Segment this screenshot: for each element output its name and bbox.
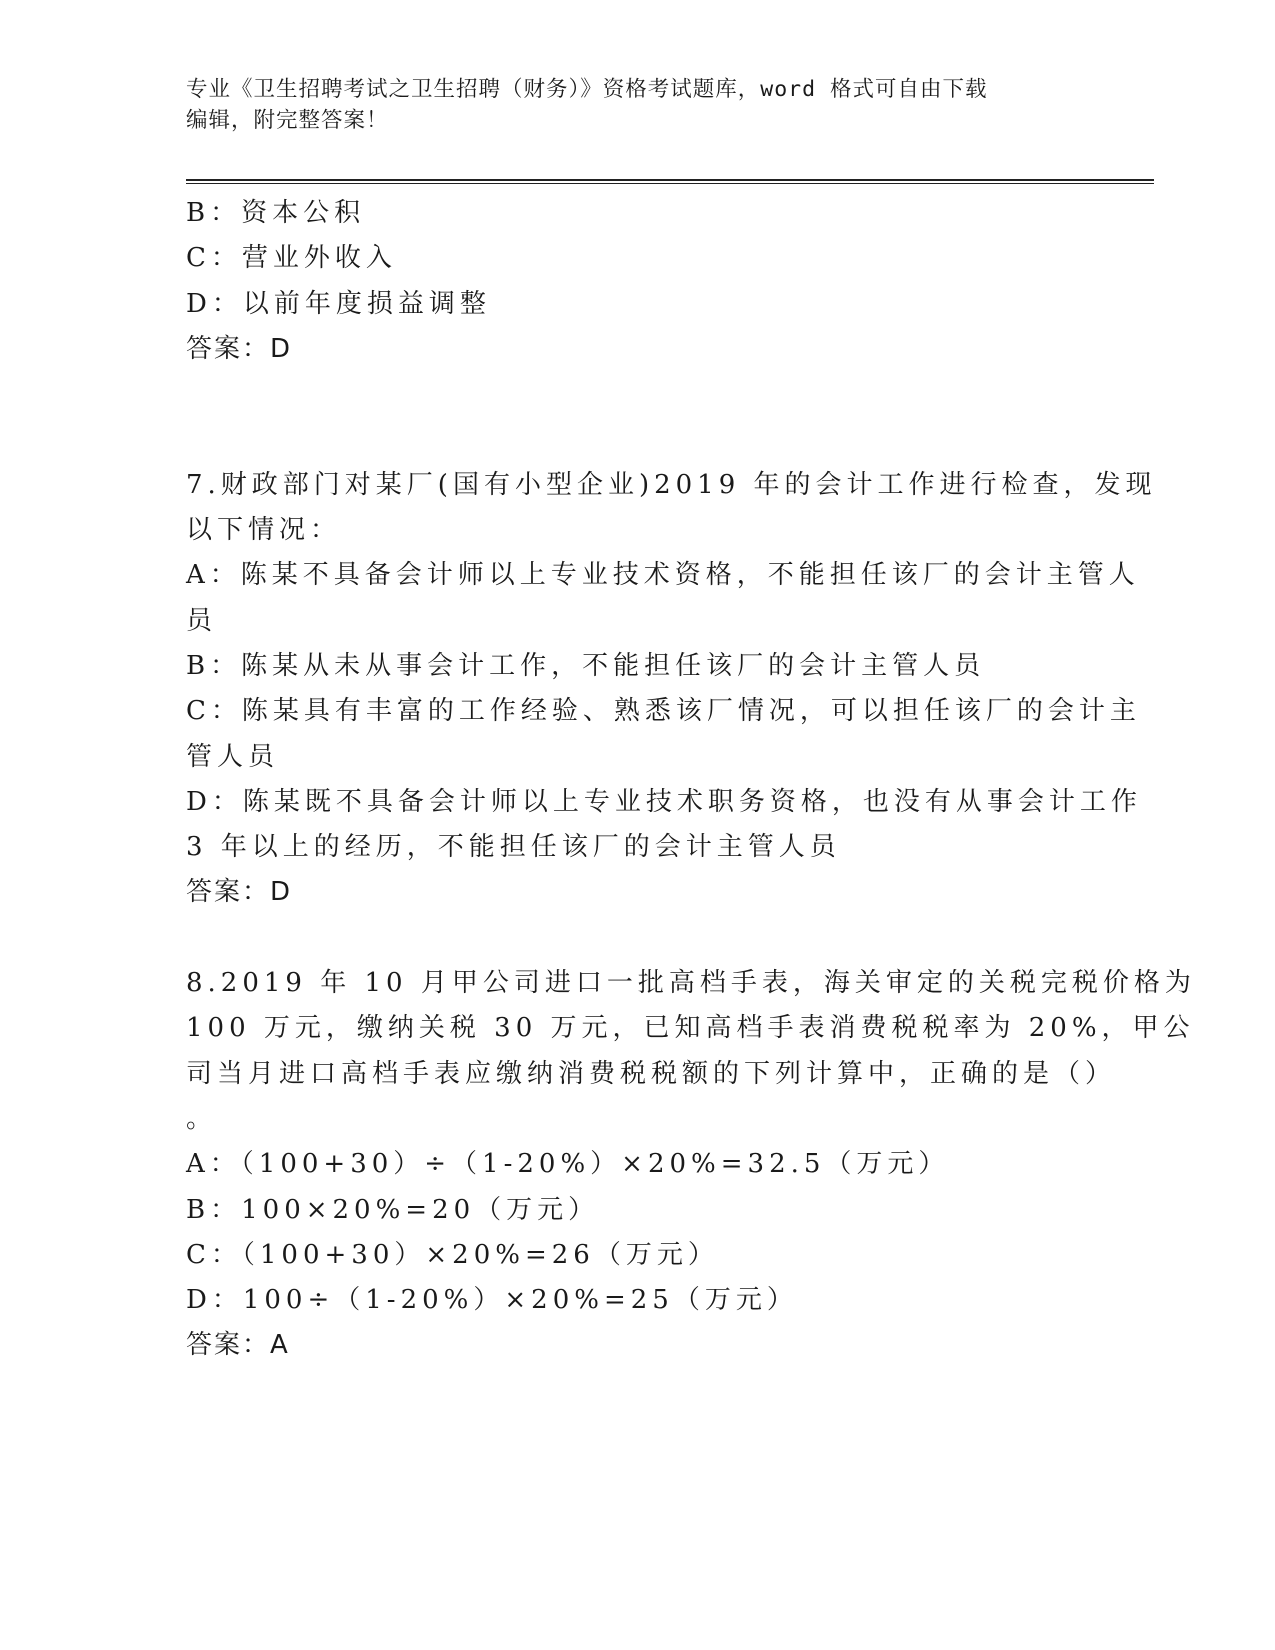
q8-answer: 答案：A (186, 1330, 290, 1361)
q6-option-b: B：资本公积 (186, 198, 366, 228)
document-header (186, 74, 1086, 136)
q7-option-c-line-1: C：陈某具有丰富的工作经验、熟悉该厂情况，可以担任该厂的会计主 (186, 696, 1141, 727)
q8-question-line-2: 100 万元，缴纳关税 30 万元，已知高档手表消费税税率为 20%，甲公 (186, 1013, 1195, 1044)
q7-option-c-line-2: 管人员 (186, 741, 280, 772)
q6-answer: 答案：D (186, 333, 293, 364)
spacer (186, 372, 1086, 417)
question-8 (186, 961, 1196, 1369)
q7-option-b: B：陈某从未从事会计工作，不能担任该厂的会计主管人员 (186, 650, 986, 681)
q7-option-a-line-2: 员 (186, 605, 218, 636)
header-line-1: 专业《卫生招聘考试之卫生招聘（财务）》资格考试题库，word 格式可自由下载 (186, 77, 988, 102)
q8-question-line-3: 司当月进口高档手表应缴纳消费税税额的下列计算中，正确的是（） (186, 1058, 1117, 1089)
header-line-2: 编辑，附完整答案！ (186, 108, 389, 133)
header-divider-thick (186, 179, 1154, 181)
q7-option-d-line-2: 3 年以上的经历，不能担任该厂的会计主管人员 (186, 832, 841, 863)
header-divider-thin (186, 183, 1154, 184)
q8-question-line-4: 。 (186, 1103, 218, 1134)
q8-question-line-1: 8.2019 年 10 月甲公司进口一批高档手表，海关审定的关税完税价格为 (186, 968, 1196, 999)
q8-option-d: D：100÷（1-20%）×20%=25（万元） (186, 1285, 798, 1316)
q8-option-b: B：100×20%=20（万元） (186, 1194, 600, 1225)
q8-option-c: C：（100+30）×20%=26（万元） (186, 1239, 719, 1270)
q6-option-d: D：以前年度损益调整 (186, 288, 491, 319)
spacer (186, 417, 1086, 462)
spacer (186, 916, 1086, 961)
q6-option-c: C：营业外收入 (186, 243, 397, 274)
q8-option-a: A：（100+30）÷（1-20%）×20%=32.5（万元） (186, 1149, 950, 1180)
q7-option-a-line-1: A：陈某不具备会计师以上专业技术资格，不能担任该厂的会计主管人 (186, 560, 1140, 591)
q7-option-d-line-1: D：陈某既不具备会计师以上专业技术职务资格，也没有从事会计工作 (186, 786, 1142, 817)
q7-question-line-1: 7.财政部门对某厂(国有小型企业)2019 年的会计工作进行检查，发现 (186, 469, 1157, 500)
question-7 (186, 463, 1157, 916)
question-6 (186, 191, 1086, 372)
q7-question-line-2: 以下情况： (186, 515, 342, 546)
document-body (186, 191, 1196, 1369)
q7-answer: 答案：D (186, 877, 293, 908)
